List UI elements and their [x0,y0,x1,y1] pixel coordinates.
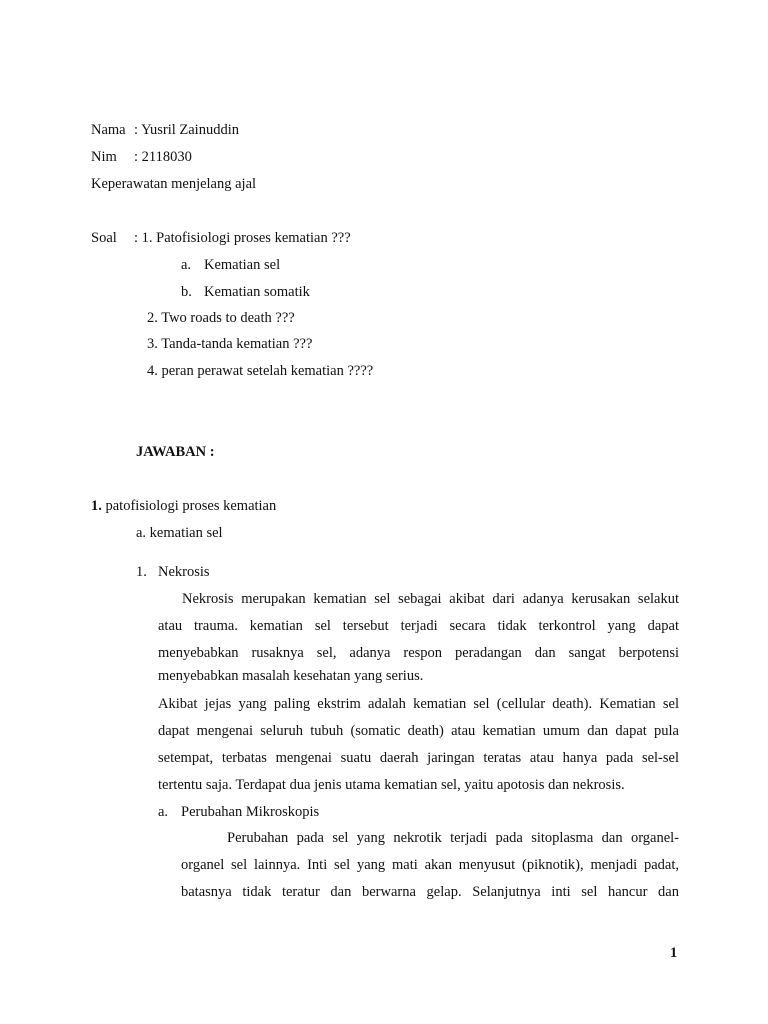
para1-line-3: menyebabkan rusaknya sel, adanya respon peradangan dan sangat berpotensi [158,645,679,661]
para1-line-4: menyebabkan masalah kesehatan yang serius. [158,668,424,684]
para3-line-2: organel sel lainnya. Inti sel yang mati akan menyusut (piknotik), menjadi padat, [181,857,679,873]
nim-value: : 2118030 [134,149,192,165]
para2-line-3: setempat, terbatas mengenai suatu daerah jaringan teratas atau hanya pada sel-sel [158,750,679,766]
nim-label: Nim [91,149,117,165]
jawaban-heading: JAWABAN : [136,444,215,460]
question-3: 3. Tanda-tanda kematian ??? [147,336,313,352]
para3-line-1: Perubahan pada sel yang nekrotik terjadi pada sitoplasma dan organel- [227,830,679,846]
question-1b-marker: b. [181,284,192,300]
subsection-a-heading: a. kematian sel [136,525,223,541]
section-1-title: patofisiologi proses kematian [101,498,277,514]
sub-item-a-marker: a. [158,804,169,820]
para1-line-1: Nekrosis merupakan kematian sel sebagai akibat dari adanya kerusakan selakut [182,591,679,607]
sub-item-a-title: Perubahan Mikroskopis [181,804,320,820]
section-1-number: 1. [91,498,102,514]
question-2: 2. Two roads to death ??? [147,310,295,326]
item-1-number: 1. [136,564,147,580]
item-1-title: Nekrosis [158,564,210,580]
para2-line-2: dapat mengenai seluruh tubuh (somatic death) atau kematian umum dan dapat pula [158,723,679,739]
para2-line-1: Akibat jejas yang paling ekstrim adalah kematian sel (cellular death). Kematian sel [158,696,679,712]
para2-line-4: tertentu saja. Terdapat dua jenis utama kematian sel, yaitu apotosis dan nekrosis. [158,777,625,793]
para3-line-3: batasnya tidak teratur dan berwarna gelap. Selanjutnya inti sel hancur dan [181,884,679,900]
question-1b: Kematian somatik [204,284,310,300]
section-1-heading [91,497,276,515]
soal-label: Soal [91,230,117,246]
question-1a: Kematian sel [204,257,281,273]
nama-value: : Yusril Zainuddin [134,122,239,138]
nama-label: Nama [91,122,126,138]
page-number: 1 [670,945,678,961]
question-1a-marker: a. [181,257,192,273]
course-title: Keperawatan menjelang ajal [91,176,257,192]
question-1: : 1. Patofisiologi proses kematian ??? [134,230,351,246]
para1-line-2: atau trauma. kematian sel tersebut terjadi secara tidak terkontrol yang dapat [158,618,679,634]
question-4: 4. peran perawat setelah kematian ???? [147,363,374,379]
